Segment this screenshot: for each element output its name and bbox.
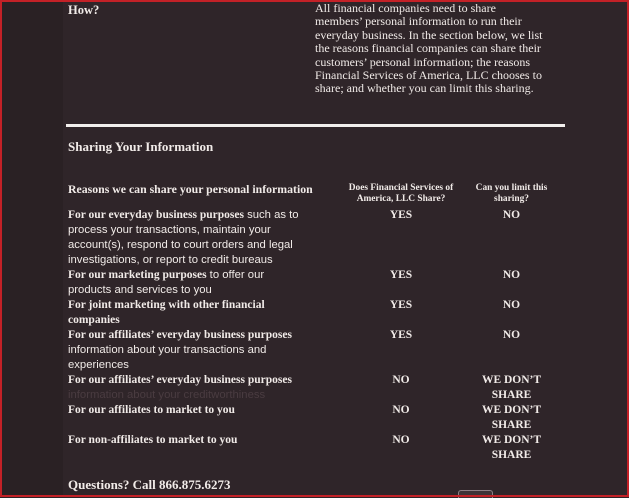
how-label: How? xyxy=(68,3,100,17)
header-reasons: Reasons we can share your personal information xyxy=(68,182,313,196)
reason-bold-text: companies xyxy=(68,314,120,326)
reason-line xyxy=(68,433,336,448)
reason-cell xyxy=(68,373,336,403)
section-heading: Sharing Your Information xyxy=(68,139,214,154)
text-line: the reasons financial companies can share their xyxy=(315,41,541,56)
reason-line xyxy=(68,283,336,298)
text-line: members’ personal information to run their xyxy=(315,14,522,29)
limit-cell: WE DON’T SHARE xyxy=(481,374,542,401)
share-cell: YES xyxy=(389,329,413,341)
reason-line xyxy=(68,358,336,373)
reason-text: account(s), respond to court orders and legal xyxy=(68,239,293,251)
table-row xyxy=(68,268,557,298)
reason-text: products and services to you xyxy=(68,284,212,296)
reason-line xyxy=(68,223,336,238)
intro-paragraph xyxy=(315,2,543,96)
share-cell: YES xyxy=(389,209,413,221)
reason-bold-text: For our marketing purposes xyxy=(68,269,207,281)
questions-phone-line: Questions? Call 866.875.6273 xyxy=(68,477,231,492)
reason-line xyxy=(68,298,336,313)
reason-line xyxy=(68,208,336,223)
header-share: Does Financial Services of America, LLC Share? xyxy=(348,183,454,204)
reason-cell xyxy=(68,403,336,418)
header-limit: Can you limit this sharing? xyxy=(475,183,548,204)
reason-bold-text: For joint marketing with other financial xyxy=(68,299,265,311)
table-body xyxy=(68,208,557,463)
limit-cell: WE DON’T SHARE xyxy=(481,434,542,461)
table-header-row xyxy=(68,183,557,205)
reason-line xyxy=(68,343,336,358)
reason-text: information about your transactions and xyxy=(68,344,267,356)
reason-line xyxy=(68,268,336,283)
reason-bold-text: For our everyday business purposes xyxy=(68,209,244,221)
reason-line xyxy=(68,403,336,418)
reason-cell xyxy=(68,433,336,448)
share-cell: NO xyxy=(392,404,410,416)
reason-line xyxy=(68,253,336,268)
reason-line xyxy=(68,373,336,388)
limit-cell: NO xyxy=(502,209,521,221)
reason-cell xyxy=(68,268,336,298)
reason-bold-text: For our affiliates’ everyday business purposes xyxy=(68,329,292,341)
share-cell: YES xyxy=(389,269,413,281)
reason-line xyxy=(68,313,336,328)
table-row xyxy=(68,433,557,463)
text-line: customers’ personal information; the reasons xyxy=(315,54,531,69)
reason-line xyxy=(68,238,336,253)
share-cell: NO xyxy=(392,374,410,386)
reason-cell xyxy=(68,208,336,268)
share-cell: NO xyxy=(392,434,410,446)
reason-bold-text: For non-affiliates to market to you xyxy=(68,434,238,446)
reason-line xyxy=(68,388,336,403)
reason-text: process your transactions, maintain your xyxy=(68,224,271,236)
table-row xyxy=(68,298,557,328)
limit-cell: NO xyxy=(502,329,521,341)
reason-cell xyxy=(68,298,336,328)
text-line: share; and whether you can limit this sharing. xyxy=(315,81,534,96)
section-divider xyxy=(66,124,565,127)
table-row xyxy=(68,373,557,403)
share-cell: YES xyxy=(389,299,413,311)
limit-cell: WE DON’T SHARE xyxy=(481,404,542,431)
limit-cell: NO xyxy=(502,269,521,281)
sharing-table xyxy=(68,183,557,463)
text-line: All financial companies need to share xyxy=(315,1,496,15)
reason-bold-text: For our affiliates’ everyday business purposes xyxy=(68,374,292,386)
reason-text: to offer our xyxy=(206,269,265,281)
reason-bold-text: For our affiliates to market to you xyxy=(68,404,235,416)
text-line: everyday business. In the section below, we list xyxy=(315,27,543,42)
reason-text: such as to xyxy=(243,209,299,221)
reason-faded-text: information about your creditworthiness xyxy=(68,389,266,401)
text-line: Financial Services of America, LLC chooses to xyxy=(315,68,542,83)
reason-text: investigations, or report to credit bureaus xyxy=(68,254,273,266)
limit-cell: NO xyxy=(502,299,521,311)
reason-text: experiences xyxy=(68,359,129,371)
page-left-margin xyxy=(0,0,63,497)
reason-cell xyxy=(68,328,336,373)
table-row xyxy=(68,403,557,433)
table-row xyxy=(68,328,557,373)
reason-line xyxy=(68,328,336,343)
table-row xyxy=(68,208,557,268)
